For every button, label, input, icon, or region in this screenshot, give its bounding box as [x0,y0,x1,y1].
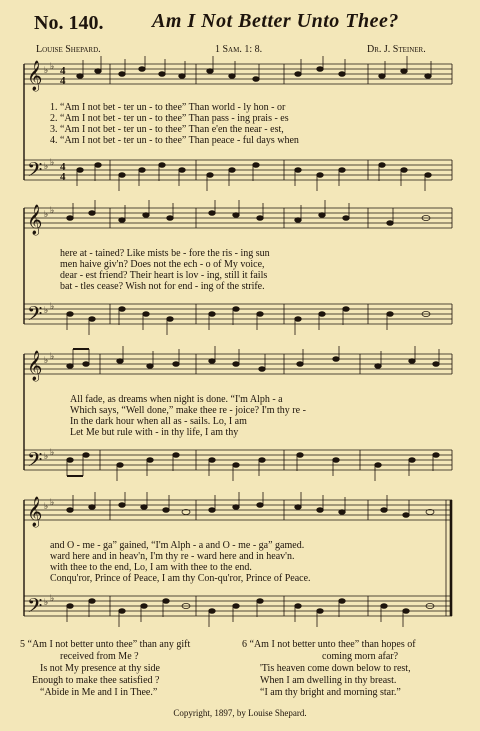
lyric-line: 2. “Am I not bet - ter un - to thee” Than pass - ing prais - es [50,113,289,124]
lyric-line: 3. “Am I not bet - ter un - to thee” Than e'en the near - est, [50,124,284,135]
author-credit: Louise Shepard. [36,44,101,55]
svg-text:♭: ♭ [44,65,49,75]
lyric-line: 4. “Am I not bet - ter un - to thee” Than peace - ful days when [50,135,299,146]
svg-text:𝄞: 𝄞 [27,351,43,380]
svg-text:4: 4 [60,75,66,87]
scripture-reference: 1 Sam. 1: 8. [215,44,263,55]
hymn-number: No. 140. [34,12,104,34]
svg-text:𝄞: 𝄞 [27,205,43,234]
svg-text:♭: ♭ [50,61,55,71]
svg-text:♭: ♭ [44,305,49,315]
svg-text:♭: ♭ [44,501,49,511]
svg-text:𝄢: 𝄢 [27,160,43,186]
hymn-title: Am I Not Better Unto Thee? [152,10,399,32]
composer-credit: Dr. J. Steiner. [367,44,426,55]
svg-text:4: 4 [60,161,66,173]
verse-6 [242,639,416,699]
lyric-line: Let Me but rule with - in thy life, I am thy [70,427,239,438]
verse-line: “Abide in Me and I in Thee.” [40,687,158,698]
svg-text:♭: ♭ [50,593,55,603]
verse-line: “I am thy bright and morning star.” [260,687,401,698]
lyric-line: ward here and in heav'n, I'm thy re - ward here and in heav'n. [50,551,295,562]
verse-line: Enough to make thee satisfied ? [32,675,160,686]
svg-text:𝄢: 𝄢 [27,450,43,476]
svg-text:♭: ♭ [44,451,49,461]
lyric-line: with thee to the end, Lo, I am with thee to the end. [50,562,252,573]
lyric-line: Conqu'ror, Prince of Peace, I am thy Con-qu'ror, Prince of Peace. [50,573,311,584]
svg-text:♭: ♭ [44,161,49,171]
lyric-line: In the dark hour when all as - sails. Lo, I am [70,416,247,427]
verse-5 [20,639,190,699]
svg-text:𝄞: 𝄞 [27,497,43,526]
lyric-line: here at - tained? Like mists be - fore the ris - ing sun [60,248,270,259]
verse-line: When I am dwelling in thy breast. [260,675,397,686]
svg-text:4: 4 [60,171,66,183]
verse-line: coming morn afar? [322,651,399,662]
lyric-line: and O - me - ga” gained, “I'm Alph - a and O - me - ga” gamed. [50,540,305,551]
lyric-line: dear - est friend? Their heart is lov - ing, still it fails [60,270,268,281]
verse-line: “Am I not better unto thee” than hopes of [249,639,416,650]
svg-text:♭: ♭ [44,209,49,219]
svg-text:𝄢: 𝄢 [27,304,43,330]
svg-text:♭: ♭ [44,597,49,607]
svg-text:♭: ♭ [50,497,55,507]
lyric-line: men haive giv'n? Does not the ech - o of My voice, [60,259,265,270]
lyric-line: Which says, “Well done,” make thee re - joice? I'm thy re - [70,405,306,416]
svg-text:𝄞: 𝄞 [27,61,43,90]
verse-number: 6 [242,639,247,650]
lyric-line: bat - tles cease? Wish not for end - ing of the strife. [60,281,265,292]
svg-text:♭: ♭ [50,157,55,167]
verse-number: 5 [20,639,25,650]
verse-line: Is not My presence at thy side [40,663,160,674]
copyright-notice: Copyright, 1897, by Louise Shepard. [173,708,307,718]
svg-text:♭: ♭ [50,351,55,361]
verse-line: received from Me ? [60,651,139,662]
svg-text:♭: ♭ [50,447,55,457]
lyric-line: All fade, as dreams when night is done. “I'm Alph - a [70,394,283,405]
svg-text:♭: ♭ [44,355,49,365]
lyric-line: 1. “Am I not bet - ter un - to thee” Than world - ly hon - or [50,102,286,113]
verse-line: 'Tis heaven come down below to rest, [260,663,411,674]
svg-text:♭: ♭ [50,205,55,215]
svg-text:𝄢: 𝄢 [27,596,43,622]
svg-text:4: 4 [60,65,66,77]
svg-text:♭: ♭ [50,301,55,311]
verse-line: “Am I not better unto thee” than any gift [27,639,191,650]
